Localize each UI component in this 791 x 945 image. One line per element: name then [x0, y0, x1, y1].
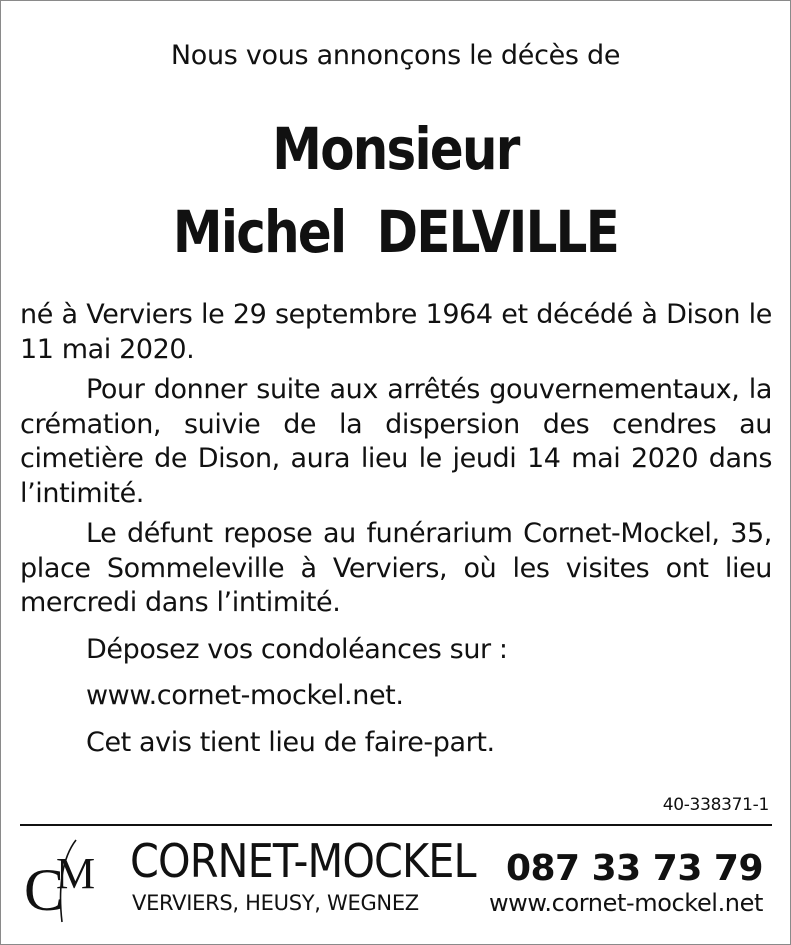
footer-divider: [20, 824, 772, 826]
phone-number[interactable]: 087 33 73 79: [505, 848, 763, 889]
condolences-text: Déposez vos condoléances sur :: [86, 633, 508, 665]
condolences-url[interactable]: www.cornet-mockel.net.: [86, 680, 404, 711]
rest-paragraph: Le défunt repose au funérarium Cornet-Mockel, 35, place Sommeleville à Verviers, où les visites ont lieu mercredi dans l’intimité.: [20, 518, 772, 618]
svg-text:C: C: [24, 857, 65, 923]
deceased-name: Michel DELVILLE: [172, 198, 619, 266]
brand-locations: VERVIERS, HEUSY, WEGNEZ: [132, 891, 419, 915]
notice-body: [20, 298, 772, 760]
website-link[interactable]: www.cornet-mockel.net: [488, 889, 763, 917]
deceased-title: Monsieur: [272, 115, 519, 183]
ceremony-paragraph: Pour donner suite aux arrêtés gouvernementaux, la crémation, suivie de la dispersion des cendres au cimetière de Dison, aura lieu le jeudi 14 mai 2020 dans l’intimité.: [20, 374, 772, 509]
svg-text:M: M: [56, 849, 96, 898]
brand-name: CORNET-MOCKEL: [130, 834, 476, 888]
cornet-mockel-logo-icon: [22, 836, 112, 926]
birth-death-paragraph: né à Verviers le 29 septembre 1964 et décédé à Dison le 11 mai 2020.: [20, 299, 772, 365]
faire-part-notice: Cet avis tient lieu de faire-part.: [86, 726, 495, 758]
announcement-intro: Nous vous annonçons le décès de: [170, 40, 621, 71]
reference-number: 40-338371-1: [662, 795, 769, 815]
